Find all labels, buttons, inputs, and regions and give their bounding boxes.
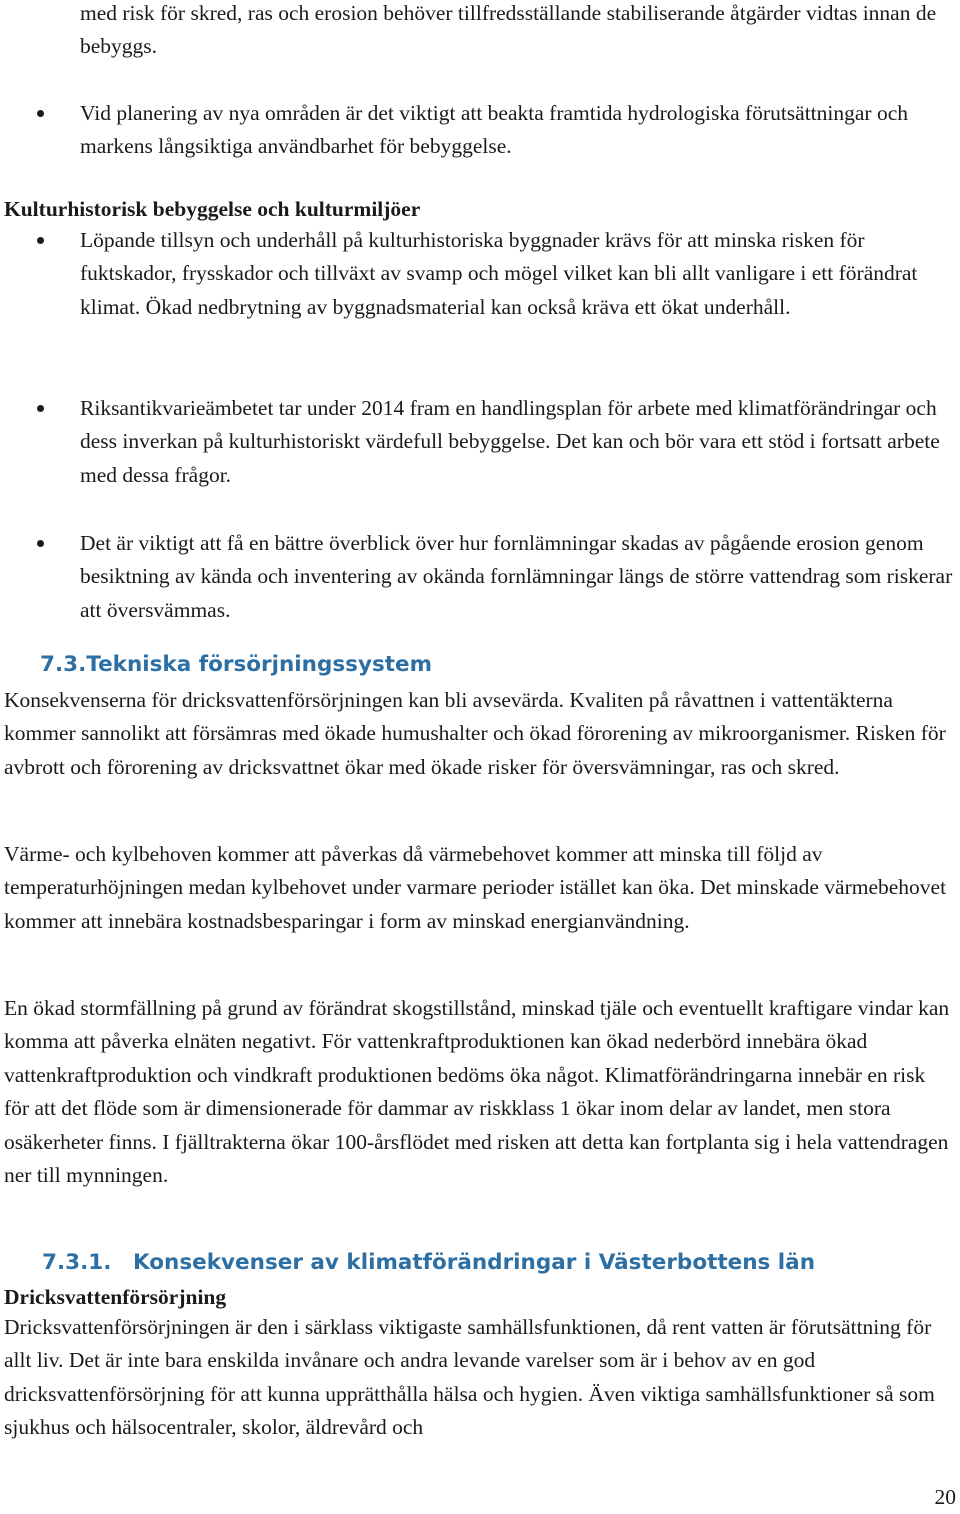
bullet-icon — [37, 540, 44, 547]
dricksvatten-paragraph: Dricksvattenförsörjningen är den i särklass viktigaste samhällsfunktionen, då rent vatten är förutsättning för allt liv. Det är inte bara enskilda invånare och andra levande varelser som är i behov av en god dricksvattenförsörjning för att kunna upprätthålla hälsa och hygien. Även viktiga samhällsfunktioner så som sjukhus och hälsocentraler, skolor, äldrevård och — [4, 1315, 935, 1440]
dricksvatten-subheading: Dricksvattenförsörjning — [4, 1285, 227, 1309]
section-7-3-paragraph-2: Värme- och kylbehoven kommer att påverkas då värmebehovet kommer att minska till följd av temperaturhöjningen medan kylbehovet under varmare perioder istället kan öka. Det minskade värmebehovet kommer att innebära kostnadsbesparingar i form av minskad energianvändning. — [4, 842, 947, 933]
bullet-text: Det är viktigt att få en bättre överblick över hur fornlämningar skadas av pågående erosion genom besiktning av kända och inventering av okända fornlämningar längs de större vattendrag som riskerar att översvämmas. — [80, 531, 953, 622]
top-bullet-item — [0, 97, 960, 164]
bullet-text: Löpande tillsyn och underhåll på kulturhistoriska byggnader krävs för att minska risken för fuktskador, frysskador och tillväxt av svamp och mögel vilket kan bli allt vanligare i ett förändrat klimat. Ökad nedbrytning av byggnadsmaterial kan också kräva ett ökat underhåll. — [80, 228, 918, 319]
bullet-icon — [37, 110, 44, 117]
kultur-bullet-3 — [0, 527, 960, 627]
page-number: 20 — [934, 1485, 956, 1509]
section-7-3-paragraph-3: En ökad stormfällning på grund av förändrat skogstillstånd, minskad tjäle och eventuellt kraftigare vindar kan komma att påverka elnäten negativt. För vattenkraftproduktionen kan ökad nederbörd innebära ökad vattenkraftproduktion och vindkraft produktionen bedöms öka något. Klimatförändringarna innebär en risk för att det flöde som är dimensionerade för dammar av riskklass 1 ökar inom delar av landet, men stora osäkerheter finns. I fjälltrakterna ökar 100-årsflödet med risken att detta kan fortplanta sig i hela vattendragen ner till mynningen. — [4, 996, 950, 1188]
top-bullet-continuation: med risk för skred, ras och erosion behöver tillfredsställande stabiliserande åtgärder vidtas innan de bebyggs. — [80, 1, 937, 59]
section-7-3-1-heading — [42, 1246, 922, 1279]
bullet-icon — [37, 405, 44, 412]
section-title: Konsekvenser av klimatförändringar i Västerbottens län — [133, 1250, 815, 1275]
section-title: Tekniska försörjningssystem — [86, 652, 433, 677]
section-7-3-heading — [40, 648, 920, 681]
bullet-icon — [37, 237, 44, 244]
bullet-text: Vid planering av nya områden är det viktigt att beakta framtida hydrologiska förutsättningar och markens långsiktiga användbarhet för bebyggelse. — [80, 101, 908, 159]
section-number: 7.3.1. — [42, 1250, 112, 1275]
bullet-text: Riksantikvarieämbetet tar under 2014 fram en handlingsplan för arbete med klimatförändringar och dess inverkan på kulturhistoriskt värdefull bebyggelse. Det kan och bör vara ett stöd i fortsatt arbete med dessa frågor. — [80, 396, 940, 487]
kultur-bullet-2 — [0, 392, 960, 492]
section-number: 7.3. — [40, 652, 87, 677]
kultur-bullet-1 — [0, 224, 960, 324]
kultur-heading: Kulturhistorisk bebyggelse och kulturmiljöer — [4, 197, 421, 221]
section-7-3-paragraph-1: Konsekvenserna för dricksvattenförsörjningen kan bli avsevärda. Kvaliten på råvattnen i vattentäkterna kommer sannolikt att försämras med ökade humushalter och ökad förorening av mikroorganismer. Risken för avbrott och förorening av dricksvattnet ökar med ökade risker för översvämningar, ras och skred. — [4, 688, 946, 779]
